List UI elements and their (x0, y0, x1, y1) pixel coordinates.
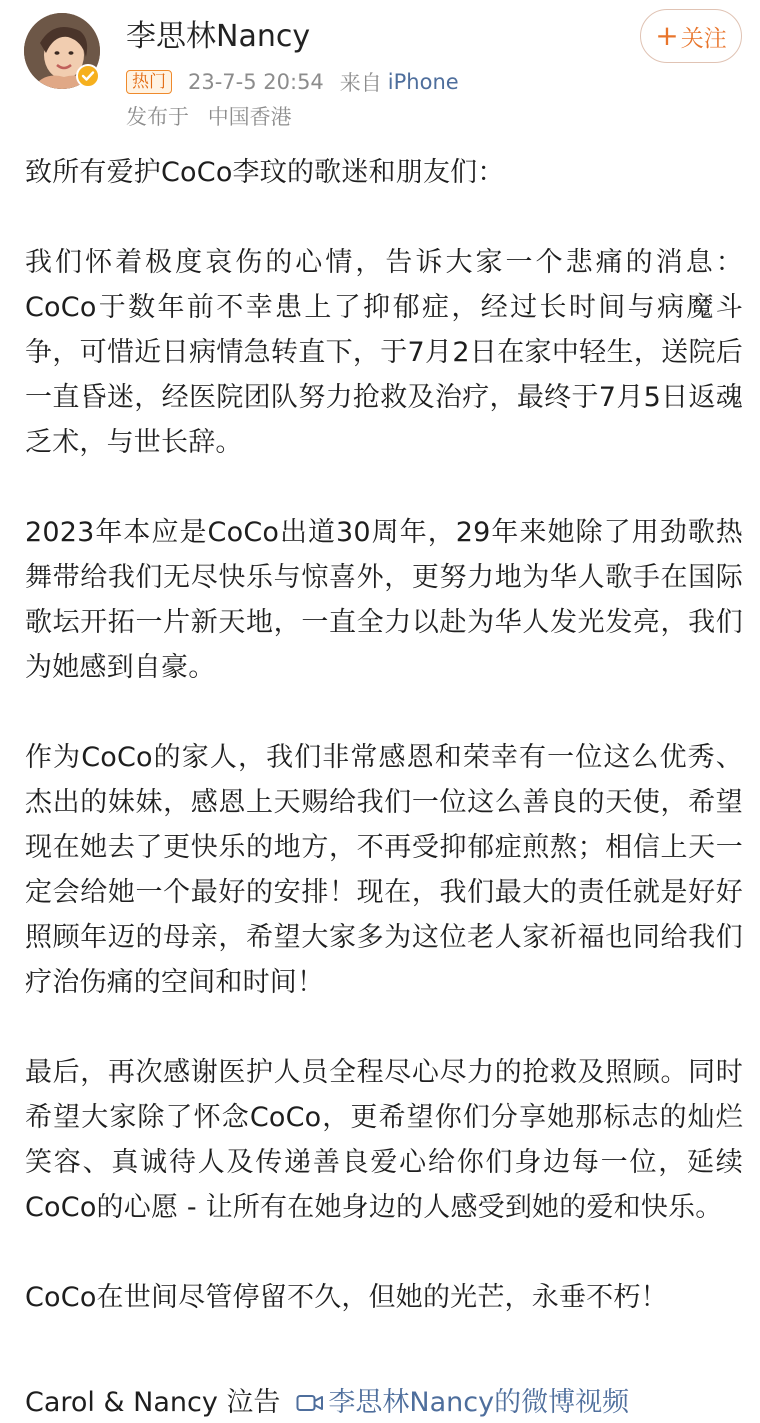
post-timestamp: 23-7-5 20:54 (188, 70, 324, 94)
source-prefix: 来自 (339, 71, 382, 95)
verified-badge-icon (76, 64, 100, 88)
location-value: 中国香港 (207, 105, 292, 129)
source-device-link[interactable]: iPhone (387, 70, 459, 94)
paragraph-announcement: 我们怀着极度哀伤的心情，告诉大家一个悲痛的消息：CoCo于数年前不幸患上了抑郁症，经过长时间与病魔斗争，可惜近日病情急转直下，于7月2日在家中轻生，送院后一直昏迷，经医院团队努力抢救及治疗，最终于7月5日返魂乏术，与世长辞。 (25, 247, 743, 458)
post-location (126, 102, 292, 132)
plus-icon: + (655, 19, 679, 52)
paragraph-greeting: 致所有爱护CoCo李玟的歌迷和朋友们： (25, 157, 505, 188)
paragraph-career: 2023年本应是CoCo出道30周年，29年来她除了用劲歌热舞带给我们无尽快乐与惊喜外，更努力地为华人歌手在国际歌坛开拓一片新天地，一直全力以赴为华人发光发亮，我们为她感到自豪。 (25, 517, 743, 683)
post-signature: Carol & Nancy 泣告 (25, 1387, 281, 1418)
post-meta (126, 66, 459, 98)
author-name[interactable]: 李思林Nancy (126, 19, 311, 54)
video-camera-icon (296, 1392, 324, 1414)
paragraph-family: 作为CoCo的家人，我们非常感恩和荣幸有一位这么优秀、杰出的妹妹，感恩上天赐给我们一位这么善良的天使，希望现在她去了更快乐的地方，不再受抑郁症煎熬；相信上天一定会给她一个最好的安排！现在，我们最大的责任就是好好照顾年迈的母亲，希望大家多为这位老人家祈福也同给我们疗治伤痛的空间和时间！ (25, 742, 743, 998)
follow-label: 关注 (680, 25, 727, 52)
signature-row (25, 1383, 629, 1423)
paragraph-thanks: 最后，再次感谢医护人员全程尽心尽力的抢救及照顾。同时希望大家除了怀念CoCo，更希望你们分享她那标志的灿烂笑容、真诚待人及传递善良爱心给你们身边每一位，延续CoCo的心愿 - 让所有在她身边的人感受到她的爱和快乐。 (25, 1057, 743, 1223)
hot-badge: 热门 (126, 70, 172, 94)
video-link-label: 李思林Nancy的微博视频 (328, 1387, 630, 1418)
follow-button[interactable] (640, 9, 742, 63)
video-link[interactable] (296, 1383, 629, 1423)
post-content (25, 150, 743, 1365)
post-header (0, 0, 760, 140)
paragraph-closing: CoCo在世间尽管停留不久，但她的光芒，永垂不朽！ (25, 1282, 668, 1313)
location-prefix: 发布于 (126, 105, 189, 129)
